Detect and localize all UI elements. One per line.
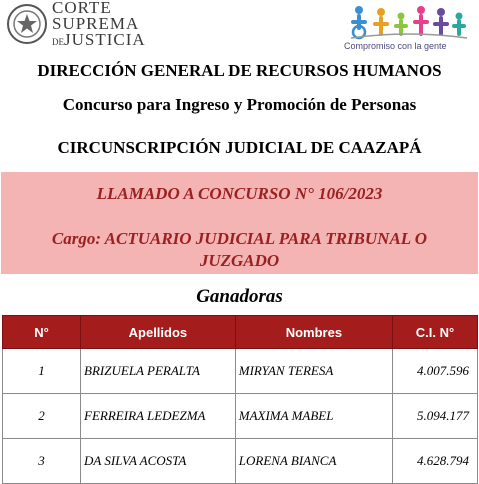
row-nombres: MIRYAN TERESA (235, 349, 392, 394)
people-icon (349, 2, 469, 40)
logo-line-3-prefix: DE (52, 37, 64, 47)
header-apellidos: Apellidos (81, 316, 236, 349)
seal-icon (6, 3, 48, 45)
corte-suprema-logo (6, 0, 146, 50)
row-number: 2 (3, 394, 81, 439)
table-row (3, 349, 478, 394)
row-apellidos: FERREIRA LEDEZMA (81, 394, 236, 439)
header-number: N° (3, 316, 81, 349)
row-number: 3 (3, 439, 81, 484)
row-nombres: LORENA BIANCA (235, 439, 392, 484)
compromiso-logo (344, 2, 474, 54)
call-number: LLAMADO A CONCURSO N° 106/2023 (96, 184, 383, 203)
winners-table (2, 315, 478, 484)
row-ci: 5.094.177 (393, 394, 478, 439)
row-nombres: MAXIMA MABEL (235, 394, 392, 439)
table-row (3, 439, 478, 484)
call-banner (1, 172, 478, 274)
logo-line-3: JUSTICIA (64, 30, 146, 49)
table-row (3, 394, 478, 439)
row-ci: 4.628.794 (393, 439, 478, 484)
section-title: Ganadoras (196, 286, 283, 307)
row-apellidos: DA SILVA ACOSTA (81, 439, 236, 484)
header-nombres: Nombres (235, 316, 392, 349)
row-ci: 4.007.596 (393, 349, 478, 394)
row-number: 1 (3, 349, 81, 394)
row-apellidos: BRIZUELA PERALTA (81, 349, 236, 394)
circumscription-title: CIRCUNSCRIPCIÓN JUDICIAL DE CAAZAPÁ (57, 138, 422, 157)
call-position: Cargo: ACTUARIO JUDICIAL PARA TRIBUNAL O JUZGADO (51, 229, 428, 270)
table-header-row (3, 316, 478, 349)
logo-line-2: SUPREMA (52, 14, 140, 33)
direction-title: DIRECCIÓN GENERAL DE RECURSOS HUMANOS (37, 61, 442, 80)
logo-line-1: CORTE (52, 0, 112, 17)
logo-tagline: Compromiso con la gente (344, 41, 447, 51)
header-ci: C.I. N° (393, 316, 478, 349)
contest-title: Concurso para Ingreso y Promoción de Personas (62, 95, 417, 114)
